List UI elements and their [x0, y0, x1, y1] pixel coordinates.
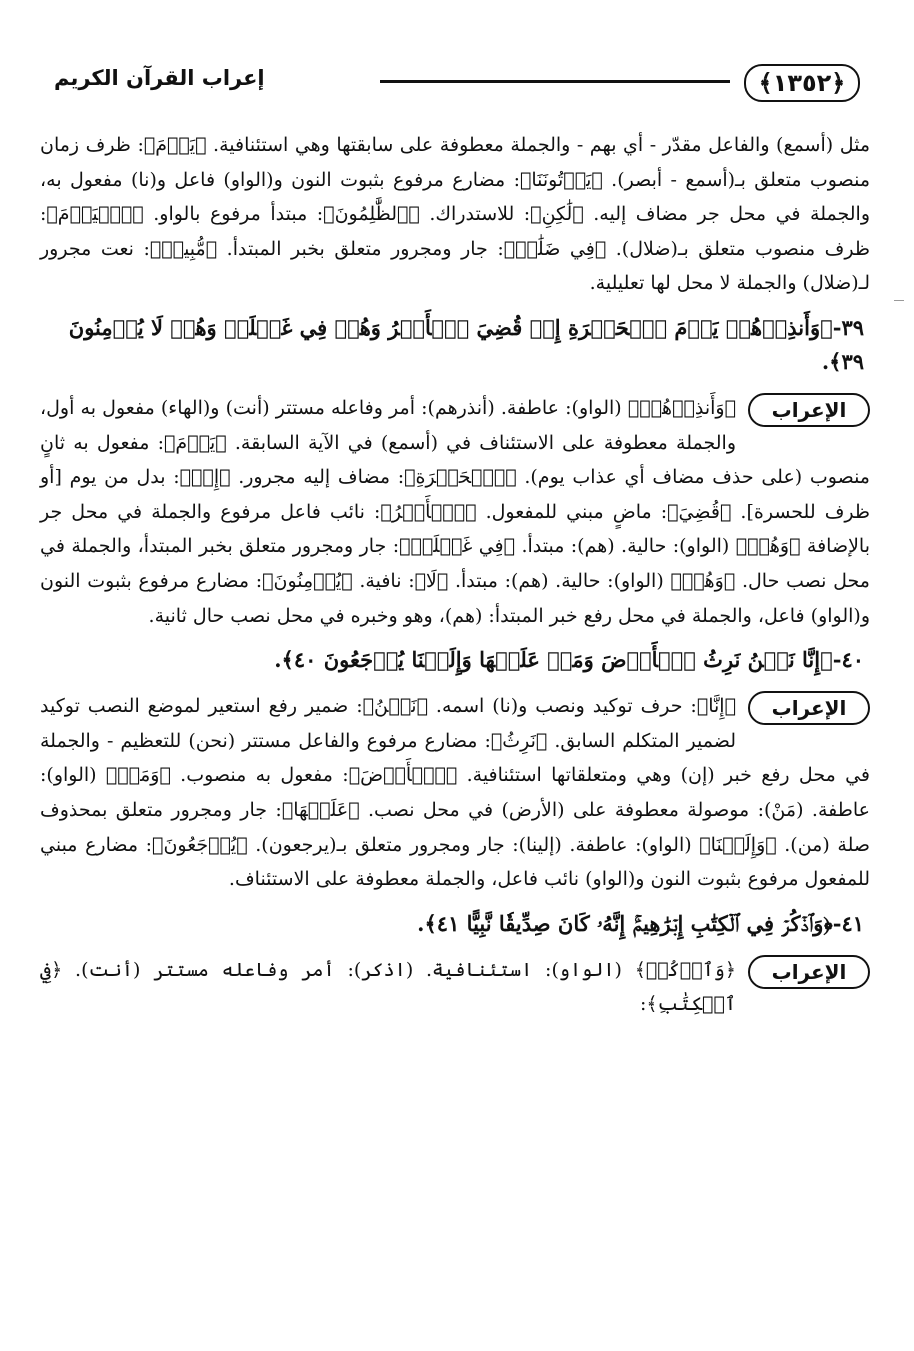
header-rule — [380, 80, 730, 83]
irab-label: الإعراب — [748, 955, 870, 989]
page-header — [40, 62, 870, 102]
verse-41: ٤١-﴿وَٱذۡكُرۡ فِي ٱلۡكِتَٰبِ إِبۡرَٰهِيمَۚ إِنَّهُۥ كَانَ صِدِّيقٗا نَّبِيًّا ٤١﴾. — [417, 910, 864, 936]
verse-39: ٣٩-﴿وَأَنذِرۡهُمۡ يَوۡمَ ٱلۡحَسۡرَةِ إِذۡ قُضِيَ ٱلۡأَمۡرُ وَهُمۡ فِي غَفۡلَةٖ وَهُمۡ لَا يُؤۡمِنُونَ ٣٩﴾. — [68, 314, 864, 374]
irab-section-40 — [40, 689, 870, 897]
book-title: إعراب القرآن الكريم — [54, 66, 265, 90]
page-number: ﴿١٣٥٢﴾ — [744, 64, 860, 102]
page-content — [40, 128, 870, 1022]
irab-paragraph-39: ﴿وَأَنذِرۡهُمۡ﴾ (الواو): عاطفة. (أنذرهم): أمر وفاعله مستتر (أنت) و(الهاء) مفعول به أول، والجملة معطوفة على الاستئناف في (أسمع) في الآية السابقة. ﴿يَوۡمَ﴾: مفعول به ثانٍ منصوب (على حذف مضاف أي عذاب يوم). ﴿ٱلۡحَسۡرَةِ﴾: مضاف إليه مجرور. ﴿إِذۡ﴾: بدل من يوم [أو ظرف للحسرة]. ﴿قُضِيَ﴾: ماضٍ مبني للمفعول. ﴿ٱلۡأَمۡرُ﴾: نائب فاعل مرفوع والجملة في محل جر بالإضافة ﴿وَهُمۡ﴾ (الواو): حالية. (هم): مبتدأ. ﴿فِي غَفۡلَةٖ﴾: جار ومجرور متعلق بخبر المبتدأ، والجملة في محل نصب حال. ﴿وَهُمۡ﴾ (الواو): حالية. (هم): مبتدأ. ﴿لَا﴾: نافية. ﴿يُؤۡمِنُونَ﴾: مضارع مرفوع بثبوت النون و(الواو) فاعل، والجملة في محل رفع خبر المبتدأ: (هم)، وهو وخبره في محل نصب حال ثانية. — [40, 396, 870, 627]
verse-40: ٤٠-﴿إِنَّا نَحۡنُ نَرِثُ ٱلۡأَرۡضَ وَمَنۡ عَلَيۡهَا وَإِلَيۡنَا يُرۡجَعُونَ ٤٠﴾. — [274, 647, 864, 673]
intro-paragraph: مثل (أسمع) والفاعل مقدّر - أي بهم - والجملة معطوفة على سابقتها وهي استئنافية. ﴿يَوۡمَ﴾: ظرف زمان منصوب متعلق بـ(أسمع - أبصر). ﴿يَأۡتُونَنَا﴾: مضارع مرفوع بثبوت النون و(الواو) فاعل و(نا) مفعول به، والجملة في محل جر مضاف إليه. ﴿لَٰكِنِ﴾: للاستدراك. ﴿ٱلظَّٰلِمُونَ﴾: مبتدأ مرفوع بالواو. ﴿ٱلۡيَوۡمَ﴾: ظرف منصوب متعلق بـ(ضلال). ﴿فِي ضَلَٰلٖ﴾: جار ومجرور متعلق بخبر المبتدأ. ﴿مُّبِينٖ﴾: نعت مجرور لـ(ضلال) والجملة لا محل لها تعليلية. — [40, 134, 870, 295]
irab-label: الإعراب — [748, 393, 870, 427]
irab-label: الإعراب — [748, 691, 870, 725]
margin-mark — [894, 300, 904, 309]
irab-paragraph-41: ﴿وَٱذۡكُرۡ﴾ (الواو): استئنافية. (اذكر): أمر وفاعله مستتر (أنت). ﴿فِي ٱلۡكِتَٰبِ﴾: — [40, 958, 736, 1016]
irab-section-39 — [40, 391, 870, 633]
irab-section-41 — [40, 953, 870, 1022]
irab-paragraph-40: ﴿إِنَّا﴾: حرف توكيد ونصب و(نا) اسمه. ﴿نَحۡنُ﴾: ضمير رفع استعير لموضع النصب توكيد لضمير المتكلم السابق. ﴿نَرِثُ﴾: مضارع مرفوع والفاعل مستتر (نحن) للتعظيم - والجملة في محل رفع خبر (إن) وهي ومتعلقاتها استئنافية. ﴿ٱلۡأَرۡضَ﴾: مفعول به منصوب. ﴿وَمَنۡ﴾ (الواو): عاطفة. (مَنْ): موصولة معطوفة على (الأرض) في محل نصب. ﴿عَلَيۡهَا﴾: جار ومجرور متعلق بمحذوف صلة (من). ﴿وَإِلَيۡنَا﴾ (الواو): عاطفة. (إلينا): جار ومجرور متعلق بـ(يرجعون). ﴿يُرۡجَعُونَ﴾: مضارع مبني للمفعول مرفوع بثبوت النون و(الواو) نائب فاعل، والجملة معطوفة على الاستئناف. — [40, 695, 870, 891]
document-page — [40, 0, 870, 1351]
